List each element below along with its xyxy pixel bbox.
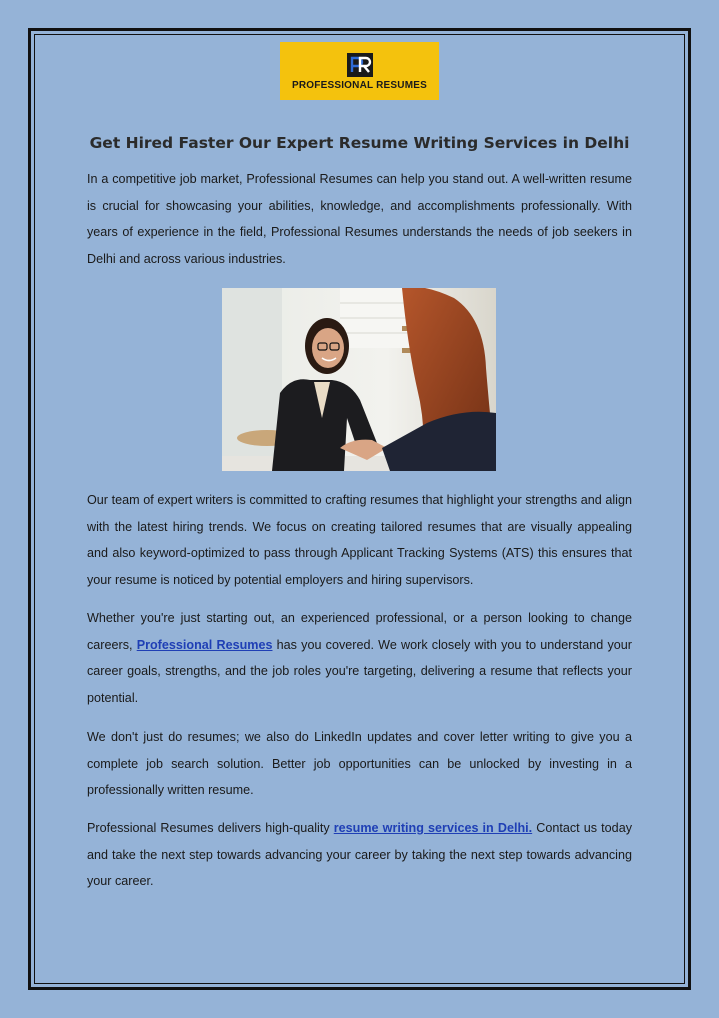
professional-resumes-logo [280, 42, 439, 100]
contact-text-after: Contact us today and take the next step towards advancing your career by taking the next step towards advancing your career. [87, 821, 632, 888]
intro-paragraph: In a competitive job market, Professional Resumes can help you stand out. A well-written resume is crucial for showcasing your abilities, knowledge, and accomplishments professionally. With years of experience in the field, Professional Resumes understands the needs of job seekers in Delhi and across various industries. [87, 172, 632, 266]
contact-paragraph [87, 815, 632, 895]
linkedin-paragraph: We don't just do resumes; we also do LinkedIn updates and cover letter writing to give you a complete job search solution. Better job opportunities can be unlocked by investing in a professionally written resume. [87, 730, 632, 797]
contact-text-before: Professional Resumes delivers high-quality [87, 821, 334, 835]
team-paragraph: Our team of expert writers is committed to crafting resumes that highlight your strengths and align with the latest hiring trends. We focus on creating tailored resumes that are visually appealing and also keyword-optimized to pass through Applicant Tracking Systems (ATS) this ensures that your resume is noticed by potential employers and hiring supervisors. [87, 493, 632, 587]
careers-text-before: Whether you're just starting out, an experienced professional, or a person looking to change careers, [87, 611, 632, 652]
careers-paragraph [87, 605, 632, 711]
professional-resumes-link[interactable]: Professional Resumes [136, 637, 273, 652]
logo-text: PROFESSIONAL RESUMES [292, 79, 427, 91]
resume-services-link[interactable]: resume writing services in Delhi. [333, 821, 533, 835]
handshake-photo [222, 288, 496, 471]
page-title: Get Hired Faster Our Expert Resume Writing Services in Delhi [89, 134, 630, 152]
careers-text-after: has you covered. We work closely with you to understand your career goals, strengths, and the job roles you're targeting, delivering a resume that reflects your potential. [87, 637, 632, 705]
pr-logo-icon [346, 52, 374, 78]
